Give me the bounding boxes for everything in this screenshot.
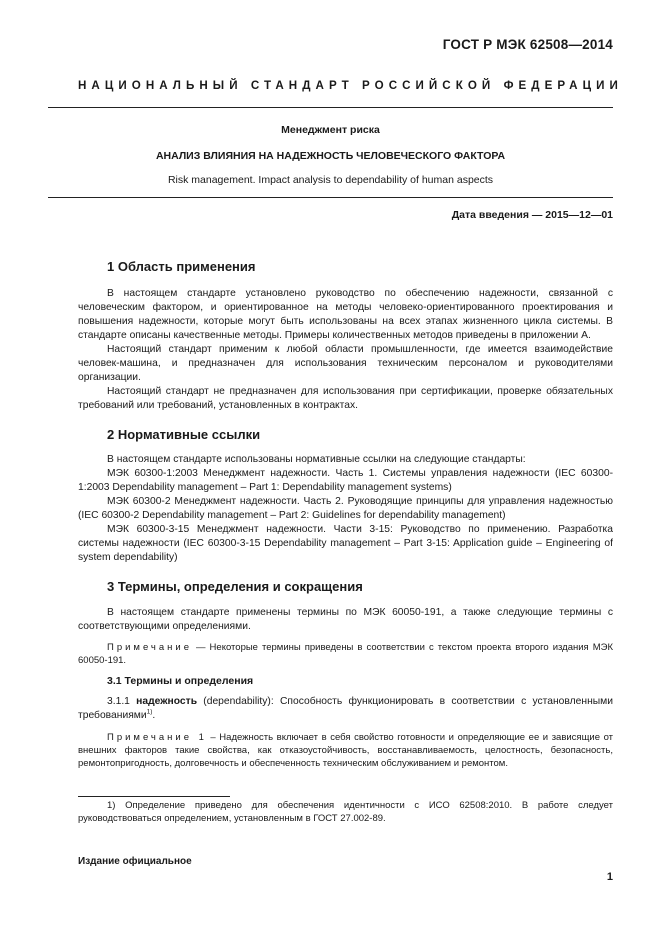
section-2-heading: 2 Нормативные ссылки	[107, 427, 261, 442]
note-1	[78, 731, 613, 770]
page-number: 1	[606, 871, 613, 883]
note-1-label: Примечание 1	[107, 732, 207, 743]
title-rule	[48, 197, 613, 198]
document-id: ГОСТ Р МЭК 62508—2014	[442, 37, 613, 52]
normative-reference: МЭК 60300-2 Менеджмент надежности. Часть 2. Руководящие принципы для управления надежностью (IEC 60300-2 Dependability management – Part 2: Guidelines for dependability management)	[78, 496, 613, 521]
national-standard-banner: НАЦИОНАЛЬНЫЙ СТАНДАРТ РОССИЙСКОЙ ФЕДЕРАЦИИ	[78, 79, 623, 92]
term-definition: 3.1.1 надежность (dependability): Способность функционировать в соответствии с установленными требованиями$^{1)}$.	[78, 696, 613, 721]
footnote-rule	[78, 796, 230, 797]
footnote-marker[interactable]: 1)	[146, 708, 153, 716]
note-1-text: – Надежность включает в себя свойство готовности и определяющие ее и зависящие от внешних факторов такие свойства, как отказоустойчивость, восстанавливаемость, целостность, безопасность, ремонтопригодность, долговечность и обеспеченность техническим обслуживанием и ремонтом.	[78, 732, 613, 769]
section-3-paragraph: В настоящем стандарте применены термины по МЭК 60050-191, а также следующие термины с соответствующими определениями.	[78, 607, 613, 632]
edition-label: Издание официальное	[78, 856, 192, 867]
normative-reference: МЭК 60300-1:2003 Менеджмент надежности. Часть 1. Системы управления надежности (IEC 60300-1:2003 Dependability management – Part 1: Dependability management systems)	[78, 468, 613, 493]
header-rule	[48, 107, 613, 108]
section-1-paragraph: Настоящий стандарт применим к любой области промышленности, где имеется взаимодействие человек-машина, и предназначен для использования техническим персоналом и руководителями организации.	[78, 344, 613, 383]
term-definition-text: (dependability): Способность функционировать в соответствии с установленными требованиями	[78, 696, 613, 721]
document-body	[78, 258, 613, 770]
introduction-date: Дата введения — 2015—12—01	[451, 209, 613, 221]
section-1-paragraph: Настоящий стандарт не предназначен для использования при сертификации, проверке обязательных требований или требований, установленных в контрактах.	[78, 386, 613, 411]
section-1-heading: 1 Область применения	[107, 259, 256, 274]
section-2-intro: В настоящем стандарте использованы нормативные ссылки на следующие стандарты:	[107, 454, 526, 465]
note-text: — Некоторые термины приведены в соответствии с текстом проекта второго издания МЭК 60050-191.	[78, 642, 613, 666]
footnote: 1) Определение приведено для обеспечения идентичности с ИСО 62508:2010. В работе следует руководствоваться определением, установленным в ГОСТ 27.002-89.	[78, 800, 613, 824]
normative-reference: МЭК 60300-3-15 Менеджмент надежности. Части 3-15: Руководство по применению. Разработка системы надежности (IEC 60300-3-15 Dependability management – Part 3-15: Application guide – Engineering of system dependability)	[78, 524, 613, 563]
title-main: АНАЛИЗ ВЛИЯНИЯ НА НАДЕЖНОСТЬ ЧЕЛОВЕЧЕСКОГО ФАКТОРА	[155, 150, 506, 162]
note-label: Примечание	[107, 642, 192, 653]
term-number: 3.1.1	[107, 696, 137, 707]
section-1-paragraph: В настоящем стандарте установлено руководство по обеспечению надежности, связанной с человеческим фактором, и ориентированное на методы человеко-ориентированного проектирования и повышения надежности, которые могут быть использованы на всех этапах жизненного цикла системы. В стандарте описаны качественные методы. Примеры количественных методов приведены в приложении А.	[78, 288, 613, 341]
term-name: надежность	[136, 696, 198, 707]
note	[78, 641, 613, 667]
title-english: Risk management. Impact analysis to dependability of human aspects	[167, 174, 494, 186]
subsection-3-1-heading: 3.1 Термины и определения	[107, 675, 254, 687]
title-category: Менеджмент риска	[281, 124, 380, 136]
section-3-heading: 3 Термины, определения и сокращения	[107, 579, 363, 594]
